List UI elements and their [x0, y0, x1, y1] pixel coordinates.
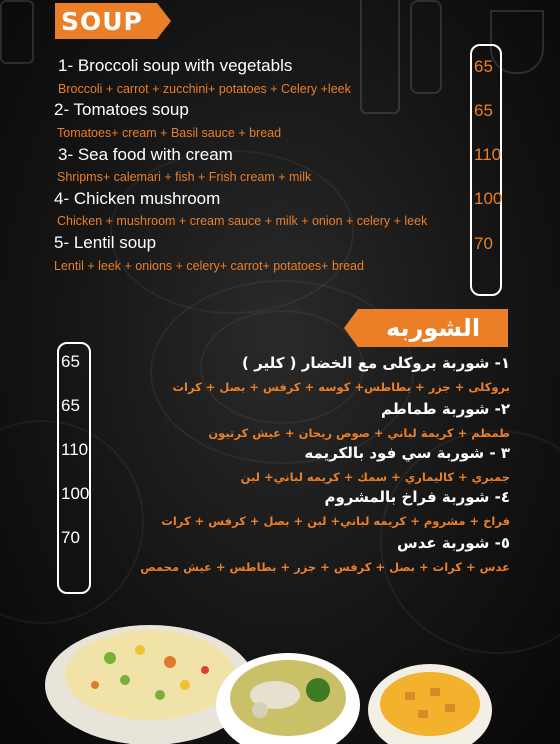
- arabic-item-name: ٥- شوربة عدس: [397, 534, 510, 552]
- arabic-item-desc: جمبري + كاليماري + سمك + كريمه لباني+ لبن: [240, 470, 510, 484]
- arabic-price-column-frame: [57, 342, 91, 594]
- menu-item-desc: Lentil + leek + onions + celery+ carrot+ potatoes+ bread: [54, 259, 364, 273]
- bottle-decoration: [410, 0, 442, 94]
- bottle-decoration: [360, 0, 400, 114]
- arabic-item-desc: بروكلى + جزر + بطاطس+ كوسه + كرفس + بصل + كرات: [172, 380, 510, 394]
- menu-item-name: 3- Sea food with cream: [58, 145, 233, 164]
- menu-item-name: 4- Chicken mushroom: [54, 189, 221, 208]
- arabic-title: الشوربه: [385, 314, 481, 342]
- arabic-item-name: ٢- شوربة طماطم: [380, 400, 510, 418]
- arabic-item-price: 70: [61, 528, 80, 547]
- menu-item-desc: Broccoli + carrot + zucchini+ potatoes + Celery +leek: [58, 82, 351, 96]
- arabic-item-price: 65: [61, 352, 80, 371]
- menu-item-name: 2- Tomatoes soup: [54, 100, 189, 119]
- price-column-frame: [470, 44, 502, 296]
- arabic-item-desc: عدس + كرات + بصل + كرفس + جزر + بطاطس + عيش محمص: [140, 560, 510, 574]
- menu-item-desc: Tomatoes+ cream + Basil sauce + bread: [57, 126, 282, 140]
- menu-item-price: 65: [474, 101, 493, 120]
- bottle-decoration: [0, 0, 34, 64]
- arabic-item-price: 65: [61, 396, 80, 415]
- arabic-item-desc: فراخ + مشروم + كريمه لباني+ لبن + بصل + كرفس + كرات: [161, 514, 510, 528]
- menu-item-desc: Chicken + mushroom + cream sauce + milk + onion + celery + leek: [57, 214, 428, 228]
- menu-item-price: 100: [474, 189, 503, 208]
- menu-item-price: 110: [474, 145, 502, 164]
- arabic-title-banner: [358, 309, 508, 347]
- arabic-item-name: ٣ - شوربة سي فود بالكريمه: [304, 444, 510, 462]
- arabic-item-price: 110: [61, 440, 89, 459]
- menu-item-name: 5- Lentil soup: [54, 233, 157, 252]
- menu-item-desc: Shripms+ calemari + fish + Frish cream + milk: [57, 170, 312, 184]
- menu-item-name: 1- Broccoli soup with vegetabls: [58, 56, 293, 75]
- menu-item-price: 65: [474, 57, 493, 76]
- soup-title-banner: [55, 3, 157, 39]
- arabic-item-desc: طمطم + كريمة لباني + صوص ريحان + عيش كرتيون: [208, 426, 510, 440]
- soup-bowls-photo: [0, 600, 560, 744]
- lentil-soup-bowl: [368, 664, 492, 744]
- arabic-item-name: ١- شوربة بروكلى مع الخضار ( كلير ): [242, 354, 510, 372]
- menu-item-price: 70: [474, 234, 493, 253]
- arabic-item-price: 100: [61, 484, 90, 503]
- arabic-item-name: ٤- شوربة فراخ بالمشروم: [324, 488, 510, 506]
- soup-title: SOUP: [61, 6, 143, 36]
